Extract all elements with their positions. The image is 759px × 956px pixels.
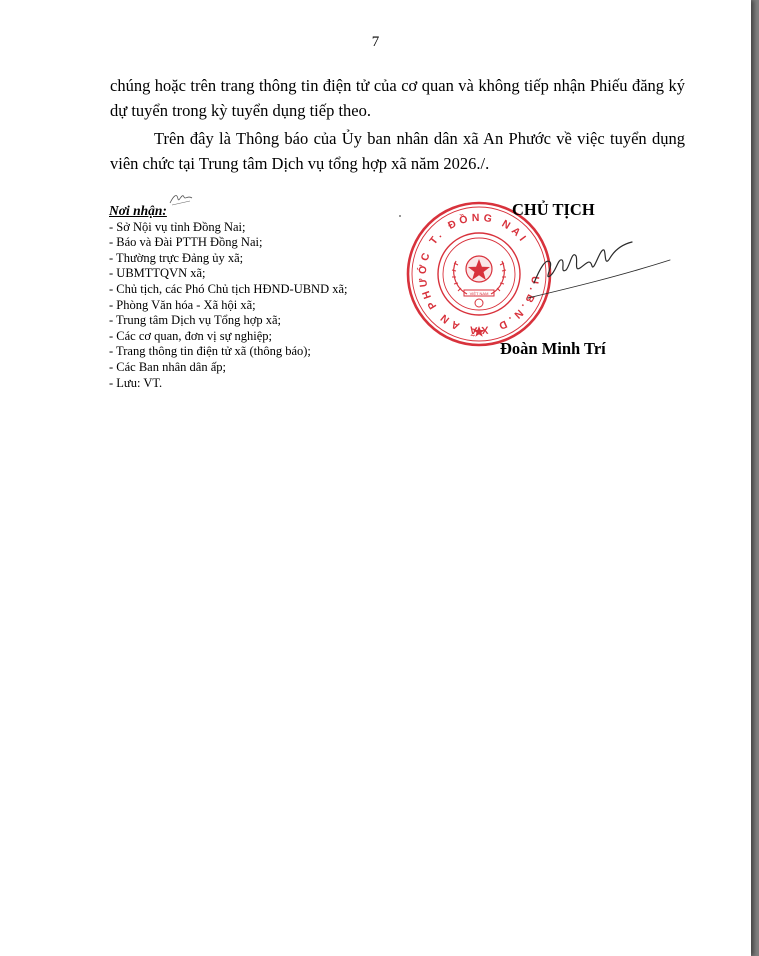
body-paragraph-2: Trên đây là Thông báo của Ủy ban nhân dân xã An Phước về việc tuyển dụng viên chức tại Trung tâm Dịch vụ tổng hợp xã năm 2026./. — [110, 129, 685, 173]
recipient-item: - Chủ tịch, các Phó Chủ tịch HĐND-UBND xã; — [109, 281, 348, 296]
recipient-item: - Các cơ quan, đơn vị sự nghiệp; — [109, 328, 273, 343]
recipients-list — [109, 220, 409, 392]
page-number: 7 — [371, 34, 380, 50]
signer-title: CHỦ TỊCH — [512, 200, 595, 219]
recipient-item: - Trung tâm Dịch vụ Tổng hợp xã; — [109, 313, 282, 328]
handwritten-signature — [520, 228, 690, 308]
seal-emblem-text: VIỆT NAM — [469, 291, 489, 296]
seal-ring-text: U.B.N.D XÃ AN PHƯỚC T. ĐỒNG NAI — [416, 211, 542, 337]
recipients-title: Nơi nhận: — [109, 203, 167, 218]
recipient-item: - Thường trực Đảng ủy xã; — [109, 250, 244, 265]
recipients-block — [109, 203, 409, 391]
recipient-item: - Sở Nội vụ tỉnh Đồng Nai; — [109, 219, 246, 234]
recipient-item: - Trang thông tin điện tử xã (thông báo); — [109, 344, 311, 359]
recipient-item: - Lưu: VT. — [109, 375, 163, 390]
recipient-item: - Các Ban nhân dân ấp; — [109, 359, 226, 374]
recipient-item: - UBMTTQVN xã; — [109, 266, 206, 281]
body-paragraph-1: chúng hoặc trên trang thông tin điện tử của cơ quan và không tiếp nhận Phiếu đăng ký dự tuyển trong kỳ tuyển dụng tiếp theo. — [110, 76, 685, 120]
dot-mark — [398, 214, 402, 218]
signer-name: Đoàn Minh Trí — [500, 339, 606, 358]
recipient-item: - Báo và Đài PTTH Đồng Nai; — [109, 235, 263, 250]
recipient-item: - Phòng Văn hóa - Xã hội xã; — [109, 297, 256, 312]
